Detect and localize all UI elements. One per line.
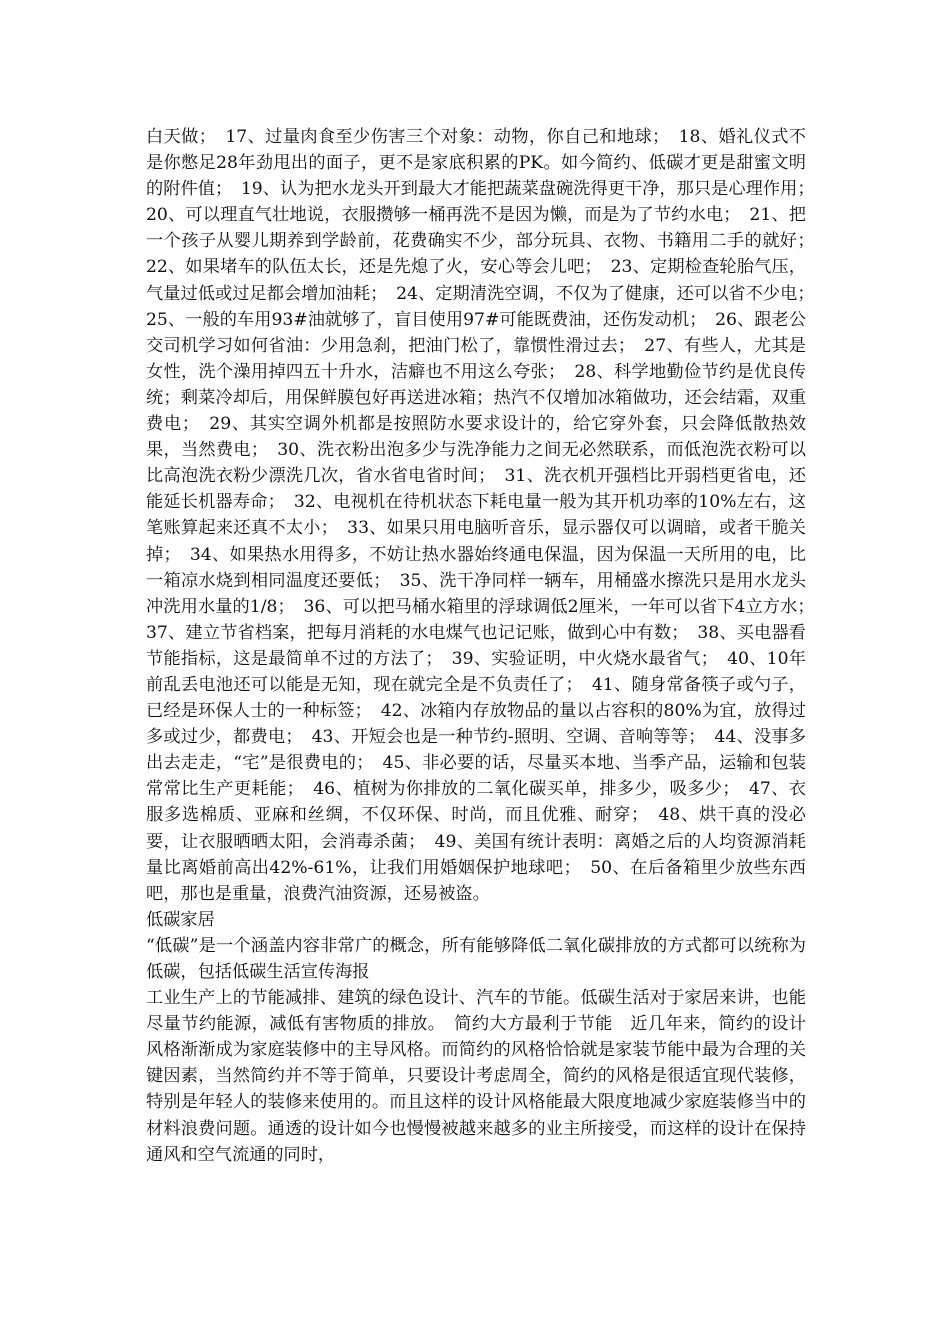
paragraph-low-carbon-intro: “低碳”是一个涵盖内容非常广的概念，所有能够降低二氧化碳排放的方式都可以统称为低碳，包括低碳生活宣传海报 xyxy=(146,935,806,982)
section-heading: 低碳家居 xyxy=(146,909,215,930)
document-body xyxy=(146,124,824,1168)
paragraph-energy-tips: 白天做； 17、过量肉食至少伤害三个对象：动物，你自己和地球； 18、婚礼仪式不是你憋足28年劲甩出的面子，更不是家底积累的PK。如今简约、低碳才更是甜蜜文明的附件值； 19、认为把水龙头开到最大才能把蔬菜盘碗洗得更干净，那只是心理作用； 20、可以理直气壮地说，衣服攒够一桶再洗不是因为懒，而是为了节约水电； 21、把一个孩子从婴儿期养到学龄前，花费确实不少，部分玩具、衣物、书籍用二手的就好； 22、如果堵车的队伍太长，还是先熄了火，安心等会儿吧； 23、定期检查轮胎气压，气量过低或过足都会增加油耗； 24、定期清洗空调，不仅为了健康，还可以省不少电； 25、一般的车用93#油就够了，盲目使用97#可能既费油，还伤发动机； 26、跟老公交司机学习如何省油：少用急刹，把油门松了，靠惯性滑过去； 27、有些人，尤其是女性，洗个澡用掉四五十升水，洁癖也不用这么夸张； 28、科学地勤俭节约是优良传统；剩菜冷却后，用保鲜膜包好再送进冰箱；热汽不仅增加冰箱做功，还会结霜，双重费电； 29、其实空调外机都是按照防水要求设计的，给它穿外套，只会降低散热效果，当然费电； 30、洗衣粉出泡多少与洗净能力之间无必然联系，而低泡洗衣粉可以比高泡洗衣粉少漂洗几次，省水省电省时间； 31、洗衣机开强档比开弱档更省电，还能延长机器寿命； 32、电视机在待机状态下耗电量一般为其开机功率的10%左右，这笔账算起来还真不太小； 33、如果只用电脑听音乐，显示器仅可以调暗，或者干脆关掉； 34、如果热水用得多，不妨让热水器始终通电保温，因为保温一天所用的电，比一箱凉水烧到相同温度还要低； 35、洗干净同样一辆车，用桶盛水擦洗只是用水龙头冲洗用水量的1/8； 36、可以把马桶水箱里的浮球调低2厘米，一年可以省下4立方水； 37、建立节省档案，把每月消耗的水电煤气也记记账，做到心中有数； 38、买电器看节能指标，这是最简单不过的方法了； 39、实验证明，中火烧水最省气； 40、10年前乱丢电池还可以能是无知，现在就完全是不负责任了； 41、随身常备筷子或勺子，已经是环保人士的一种标签； 42、冰箱内存放物品的量以占容积的80%为宜，放得过多或过少，都费电； 43、开短会也是一种节约-照明、空调、音响等等； 44、没事多出去走走，“宅”是很费电的； 45、非必要的话，尽量买本地、当季产品，运输和包装常常比生产更耗能； 46、植树为你排放的二氧化碳买单，排多少，吸多少； 47、衣服多选棉质、亚麻和丝绸，不仅环保、时尚，而且优雅、耐穿； 48、烘干真的没必要，让衣服晒晒太阳，会消毒杀菌； 49、美国有统计表明：离婚之后的人均资源消耗量比离婚前高出42%-61%，让我们用婚姻保护地球吧； 50、在后备箱里少放些东西吧，那也是重量，浪费汽油资源，还易被盗。 xyxy=(146,127,824,904)
paragraph-home-design: 工业生产上的节能减排、建筑的绿色设计、汽车的节能。低碳生活对于家居来讲，也能尽量节约能源，减低有害物质的排放。 简约大方最利于节能 近几年来，简约的设计风格渐渐成为家庭装修中的主导风格。而简约的风格恰恰就是家装节能中最为合理的关键因素，当然简约并不等于简单，只要设计考虑周全，简约的风格是很适宜现代装修，特别是年轻人的装修来使用的。而且这样的设计风格能最大限度地减少家庭装修当中的材料浪费问题。通透的设计如今也慢慢被越来越多的业主所接受，而这样的设计在保持通风和空气流通的同时， xyxy=(146,988,806,1165)
